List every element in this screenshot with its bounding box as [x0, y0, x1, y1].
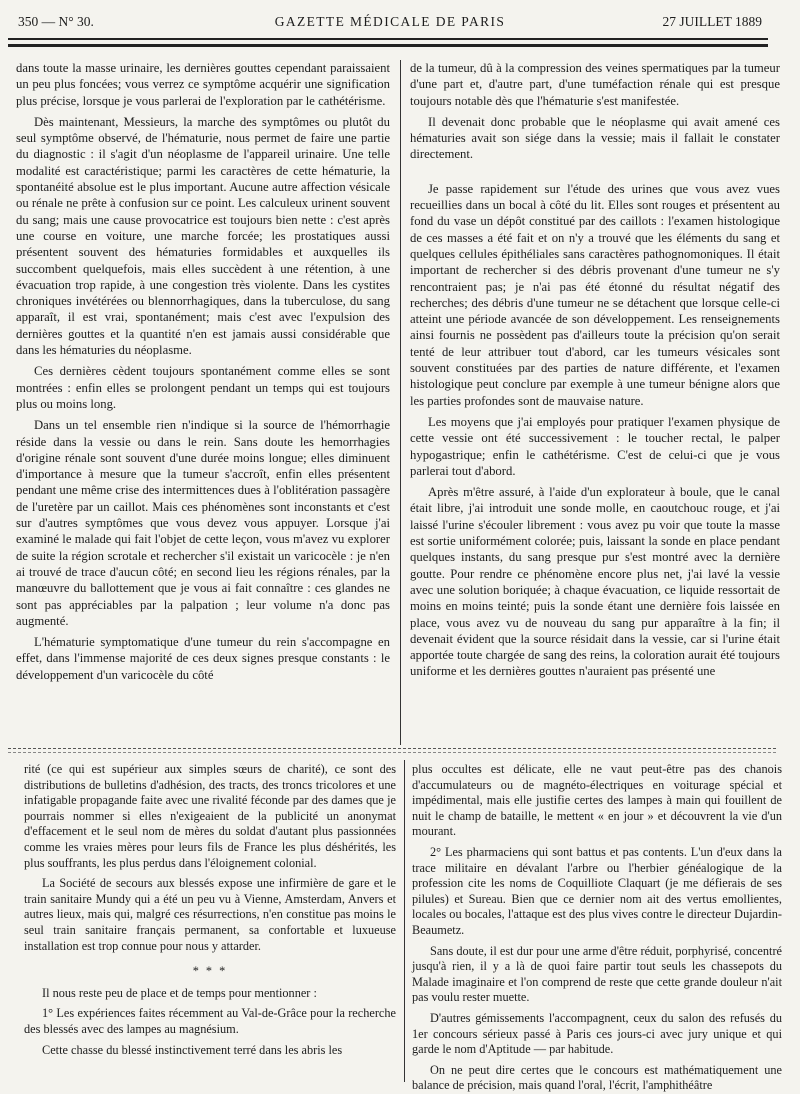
paragraph: de la tumeur, dû à la compression des veines spermatiques par la tumeur d'une part et, d'autre part, d'une tuméfaction rénale qui est presque toujours notable dès que l'hématurie s'est manifestée.: [410, 61, 780, 108]
feuilleton-separator: [8, 752, 776, 753]
paragraph: Il devenait donc probable que le néoplasme qui avait amené ces hématuries avait son siége dans la vessie; mais il fallait le constater directement.: [410, 114, 780, 162]
paragraph: Les moyens que j'ai employés pour pratiquer l'examen physique de cette vessie ont été successivement : le toucher rectal, le palper hypogastrique; enfin le cathétérisme. C'est de celui-ci que je vous parlerai tout d'abord.: [410, 414, 780, 478]
feuilleton-separator: [8, 748, 776, 749]
section-asterisks: * * *: [192, 964, 228, 979]
paragraph: 1° Les expériences faites récemment au Val-de-Grâce pour la recherche des blessés avec des lampes au magnésium.: [24, 1006, 396, 1036]
paragraph: Dans un tel ensemble rien n'indique si la source de l'hémorrhagie réside dans la vessie ou dans le rein. Sans doute les hemorrhagies d'origine rénale sont souvent d'une durée moins longue; elles diminuent d'importance à mesure que la tumeur s'accroît, enfin elles présentent pendant une même crise des intermittences dues à l'oblitération passagère de l'uretère par un caillot. Mais ces phénomènes sont inconstants et c'est sur d'autres symptômes que vous devez vous appuyer. Lorsque j'ai examiné le malade qui fait l'objet de cette leçon, vous m'avez vu explorer de suite la région scrotale et rechercher s'il existait un varicocèle : je n'en ai trouvé de trace d'aucun côté; en second lieu les régions rénales, par la manœuvre du ballottement que je vous ai fait connaître : ces glandes ne sont pas appréciables par la palpation ; leur volume n'a donc pas augmenté.: [16, 418, 390, 628]
header-rule-thick: [8, 44, 768, 47]
paragraph: Ces dernières cèdent toujours spontanément comme elles se sont montrées : enfin elles se prolongent pendant un temps qui est toujours plus ou moins long.: [16, 364, 390, 411]
article-column-left: [16, 60, 390, 743]
feuilleton-column-left: [24, 762, 396, 1082]
paragraph: Cette chasse du blessé instinctivement terré dans les abris les: [42, 1042, 343, 1057]
paragraph: plus occultes est délicate, elle ne vaut peut-être pas des chanois d'accumulateurs ou de magnéto-électriques en voiturage spécial et impédimental, mais elle justifie certes des lampes à main qui fouillent de nuit le champ de bataille, le mettent « en jour » et découvrent la vie d'un mourant.: [412, 762, 782, 839]
paragraph: On ne peut dire certes que le concours est mathématiquement une balance de précision, mais quand l'oral, l'écrit, l'amphithéâtre: [412, 1062, 782, 1093]
journal-title: GAZETTE MÉDICALE DE PARIS: [274, 14, 506, 29]
paragraph: 2° Les pharmaciens qui sont battus et pas contents. L'un d'eux dans la trace militaire en dévalant l'arbre ou l'herbier généalogique de la profession cite les noms de Coquilliote Claquart (je me défierais de ses pilules) et Sureau. Bien que ce dernier nom ait des vertus emollientes, locales ou bocales, l'attaque est des plus vives contre le directeur Dujardin-Beaumetz.: [412, 844, 782, 937]
page-issue-number: 350 — N° 30.: [18, 14, 94, 29]
header-rule: [8, 38, 768, 40]
paragraph: Après m'être assuré, à l'aide d'un explorateur à boule, que le canal était libre, j'ai introduit une sonde molle, en caoutchouc rouge, et j'ai laissé l'urine s'écouler librement : vous avez pu voir que toute la masse est sortie uniformément colorée; puis, laissant la sonde en place pendant quelques instants, du sang presque pur s'est montré avec la dernière goutte. Pour rendre ce phénomène encore plus net, j'ai lavé la vessie avec une solution boriquée; à chaque évacuation, ce liquide ressortait de moins en moins teinté; puis la sonde étant une dernière fois laissée en place, vous avez vu de nouveau du sang pur apparaître à la fin; il devenait évident que la source résidait dans la vessie, car si l'urine était apportée toute chargée de sang des reins, la coloration aurait été toujours uniforme et les dernières gouttes n'auraient pas présenté une: [410, 485, 780, 679]
paragraph: Sans doute, il est dur pour une arme d'être réduit, porphyrisé, concentré jusqu'à rien, il y a là de quoi faire partir tout seuls les chassepots du Malade imaginaire et l'on comprend de reste que cette grande douleur n'ait pas voulu rester muette.: [412, 943, 782, 1005]
page-header: [18, 14, 762, 40]
paragraph: La Société de secours aux blessés expose une infirmière de gare et le train sanitaire Mundy qui a été un peu vu à Vienne, Amsterdam, Anvers et autres lieux, mais qui, malgré ces résurrections, n'en constitue pas moins le seul train sanitaire français permanent, sa confortable et luxueuse installation est trop connue pour nous y attarder.: [24, 876, 396, 953]
paragraph: D'autres gémissements l'accompagnent, ceux du salon des refusés du 1er concours sérieux passé à Paris ces jours-ci avec jury unique et qui garde le nom d'Aptitude — par habitude.: [412, 1010, 782, 1057]
feuilleton-column-right: [412, 762, 782, 1093]
column-divider: [404, 760, 405, 1082]
paragraph: Il nous reste peu de place et de temps pour mentionner :: [42, 985, 317, 1000]
article-column-right: [410, 60, 780, 743]
paragraph: rité (ce qui est supérieur aux simples sœurs de charité), ce sont des distributions de bulletins d'adhésion, des tracts, des troncs tricolores et une infatigable propagande faite avec une rivalité féconde par des dames que je pourrais nommer si elles n'exigeaient de la publicité un anonymat d'effacement et le seul nom de mères du soldat d'autant plus passionnées comme les vraies mères pour leurs fils de France les plus déshérités, les plus souffrants, les plus perdus dans l'éloignement colonial.: [24, 762, 396, 870]
column-divider: [400, 60, 401, 745]
paragraph: Je passe rapidement sur l'étude des urines que vous avez vues recueillies dans un bocal à côté du lit. Elles sont rouges et présentent au fond du vase un dépôt constitué par des caillots : l'examen histologique de ces masses a été fait et on n'y a trouvé que les éléments du sang et quelques cellules épithéliales sans caractères pathognomoniques. Il était important de rechercher si des débris provenant d'une tumeur ne s'y rencontraient pas; je n'ai pas été étonné du résultat négatif des recherches; des débris d'une tumeur ne se détachent que lorsque celle-ci atteint une période avancée de son développement. Les renseignements ainsi fournis ne possèdent pas d'ailleurs toute la précision qu'on serait tenté de leur attribuer tout d'abord, car les tumeurs vésicales sont souvent constituées par des parties de nature différente, et l'examen histologique peut conclure par exemple à une tumeur bénigne alors que les parties profondes sont de mauvaise nature.: [410, 181, 780, 408]
paragraph: dans toute la masse urinaire, les dernières gouttes cependant paraissaient un peu plus foncées; vous verrez ce symptôme acquérir une signification plus précise, lorsque je vous parlerai de l'exploration par le cathétérisme.: [16, 61, 390, 108]
issue-date: 27 JUILLET 1889: [662, 14, 762, 29]
paragraph: L'hématurie symptomatique d'une tumeur du rein s'accompagne en effet, dans l'immense majorité de ces deux signes presque constants : le développement d'un varicocèle du côté: [16, 635, 390, 682]
paragraph: Dès maintenant, Messieurs, la marche des symptômes ou plutôt du seul symptôme observé, de l'hématurie, nous permet de faire une partie du diagnostic : il s'agit d'un néoplasme de l'appareil urinaire. Une telle modalité est caractéristique; parmi les caractères de cette hématurie, la spontanéité absolue est le plus important. Aucune autre affection vésicale ou rénale ne prête à confusion sur ce point. Les calculeux urinent souvent du sang; mais une cause provocatrice est toujours bien nette : c'est après une course en voiture, une marche forcée; les prostatiques aussi présentent souvent des hématuries formidables et auxquelles ils succombent quelquefois, mais elles succèdent à une rétention, à une évacuation trop rapide, à une congestion très violente. Dans les cystites chroniques invétérées ou blennorrhagiques, dans la tuberculose, du sang apparaît, il est vrai, spontanément; mais c'est avec l'expulsion des dernières gouttes et la quantité n'en est jamais aussi considérable que dans les hématuries du néoplasme.: [16, 114, 390, 358]
